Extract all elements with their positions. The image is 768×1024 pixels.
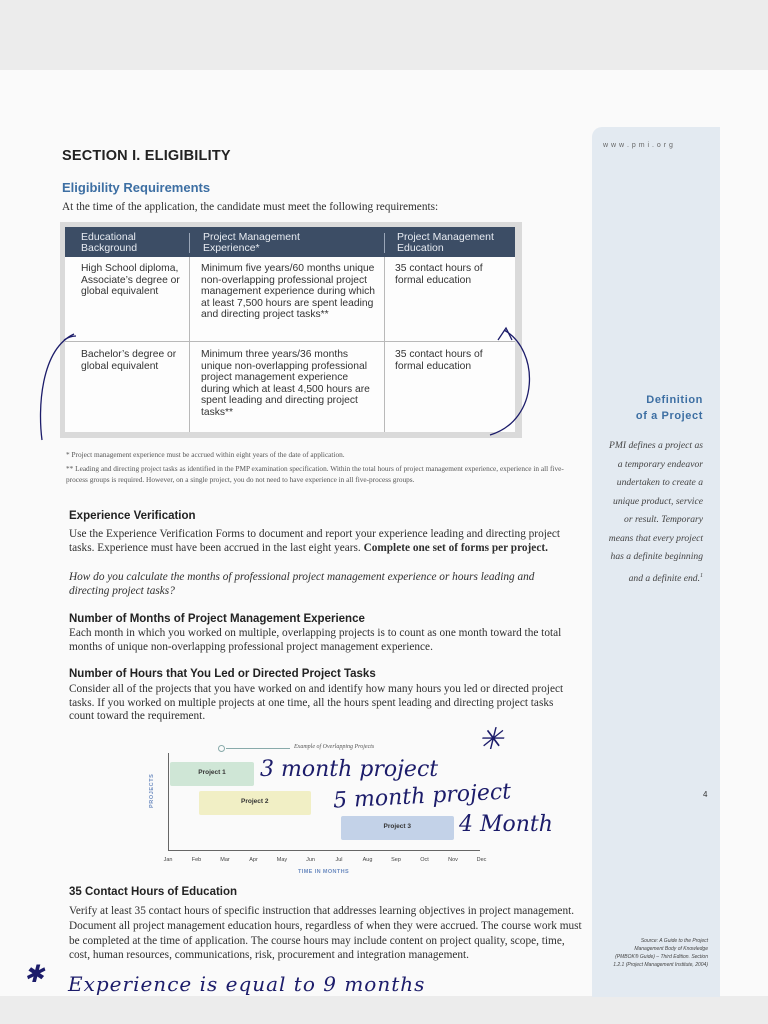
header-pm-education: Project Management Education [397, 231, 494, 254]
contact-hours-text: Verify at least 35 contact hours of specific instruction that addresses learning objectives in project management. Document all project management education hours, regardless of when they were accrued. The course work must be completed at the time of application. The course hours may include content on project quality, scope, time, cost, human resources, communications, risk, procurement and integration management. [69, 905, 582, 962]
month-tick-label: Feb [191, 857, 202, 863]
months-heading: Number of Months of Project Management Experience [69, 613, 365, 625]
handwritten-margin-star: ✱ [24, 960, 45, 988]
requirements-heading: Eligibility Requirements [62, 180, 211, 195]
gantt-bar-project-3: Project 3 [341, 816, 454, 840]
page-number: 4 [703, 790, 708, 799]
month-tick-label: Apr [249, 857, 258, 863]
header-education-background: Educational Background [81, 231, 138, 254]
table-cell: 35 contact hours of formal education [395, 263, 483, 286]
gantt-bar-project-1: Project 1 [170, 762, 254, 786]
chart-x-axis [168, 850, 480, 851]
definition-footnote-mark: 1 [700, 572, 703, 579]
header-pm-experience: Project Management Experience* [203, 231, 300, 254]
chart-x-label: TIME IN MONTHS [298, 869, 350, 875]
website-url: w w w . p m i . o r g [603, 142, 674, 149]
question-text: How do you calculate the months of professional project management experience or hours leading and directing project tasks? [69, 571, 535, 597]
month-tick-label: Jun [306, 857, 315, 863]
month-tick-label: Jul [335, 857, 343, 863]
footnote-2: ** Leading and directing project tasks as identified in the PMP examination specification. Within the total hours of project management experience, experience in all five-process groups is required. However, on a single project, you do not need to have experience in all five-process groups. [66, 464, 564, 484]
month-tick-label: Oct [420, 857, 429, 863]
table-cell: Bachelor’s degree or global equivalent [81, 349, 177, 372]
sidebar-definition-title-2: of a Project [635, 410, 703, 422]
experience-bold-text: Complete one set of forms per project. [363, 541, 548, 554]
sidebar-definition-title-1: Definition [646, 394, 703, 406]
month-tick-label: Jan [163, 857, 173, 863]
month-tick-label: Sep [391, 857, 401, 863]
chart-y-axis [168, 753, 169, 850]
handwritten-project3-note: 4 Month [459, 812, 553, 837]
handwritten-summary-note: Experience is equal to 9 months [68, 972, 426, 996]
chart-y-label: PROJECTS [149, 773, 155, 808]
handwritten-project2-note: 5 month project [332, 779, 512, 814]
chart-title-marker [218, 745, 225, 752]
contact-hours-heading: 35 Contact Hours of Education [69, 886, 238, 898]
month-tick-label: Aug [362, 857, 373, 863]
experience-verification-heading: Experience Verification [69, 510, 196, 522]
months-text: Each month in which you worked on multiple, overlapping projects is to count as one month toward the total months of unique non-overlapping professional project management experience. [69, 627, 562, 653]
month-tick-label: Nov [448, 857, 458, 863]
month-tick-label: Mar [220, 857, 230, 863]
chart-title: Example of Overlapping Projects [294, 744, 375, 750]
hours-text: Consider all of the projects that you have worked on and identify how many hours you led or directed project tasks. If you worked on multiple projects at one time, all the hours spent leading and directing project tasks count toward the requirement. [69, 683, 564, 723]
experience-verification-text [69, 528, 579, 555]
hours-heading: Number of Hours that You Led or Directed Project Tasks [69, 668, 376, 680]
footnote-1: * Project management experience must be accrued within eight years of the date of application. [66, 450, 345, 459]
requirements-intro: At the time of the application, the candidate must meet the following requirements: [62, 201, 439, 213]
month-tick-label: Dec [476, 857, 487, 863]
sidebar-source-note: Source: A Guide to the Project Management Body of Knowledge (PMBOK® Guide) – Third Edition. Section 1.2.1 (Project Management Institute, 2004) [613, 938, 708, 968]
table-cell: 35 contact hours of formal education [395, 349, 483, 372]
handwritten-star: ✳ [478, 722, 504, 757]
chart-title-line [226, 748, 290, 749]
month-tick-label: May [276, 857, 288, 863]
table-cell: Minimum five years/60 months unique non-overlapping professional project management experience during which at least 7,500 hours are spent leading and directing project tasks** [201, 263, 376, 320]
definition-text: PMI defines a project as a temporary endeavor undertaken to create a unique product, service or result. Temporary means that every project has a definite beginning and a definite end. [608, 440, 703, 584]
table-cell: High School diploma, Associate’s degree or global equivalent [81, 263, 180, 297]
sidebar-definition-text [603, 437, 703, 588]
handwritten-project1-note: 3 month project [260, 757, 439, 782]
experience-text: Use the Experience Verification Forms to document and report your experience leading and directing project tasks. Experience must have been accrued in the last eight years. [69, 528, 561, 554]
section-title: SECTION I. ELIGIBILITY [62, 148, 231, 164]
table-cell: Minimum three years/36 months unique non-overlapping professional project management experience during which at least 4,500 hours are spent leading and directing project tasks** [201, 349, 370, 418]
chart-title-row [218, 744, 418, 754]
gantt-bar-project-2: Project 2 [199, 791, 312, 815]
